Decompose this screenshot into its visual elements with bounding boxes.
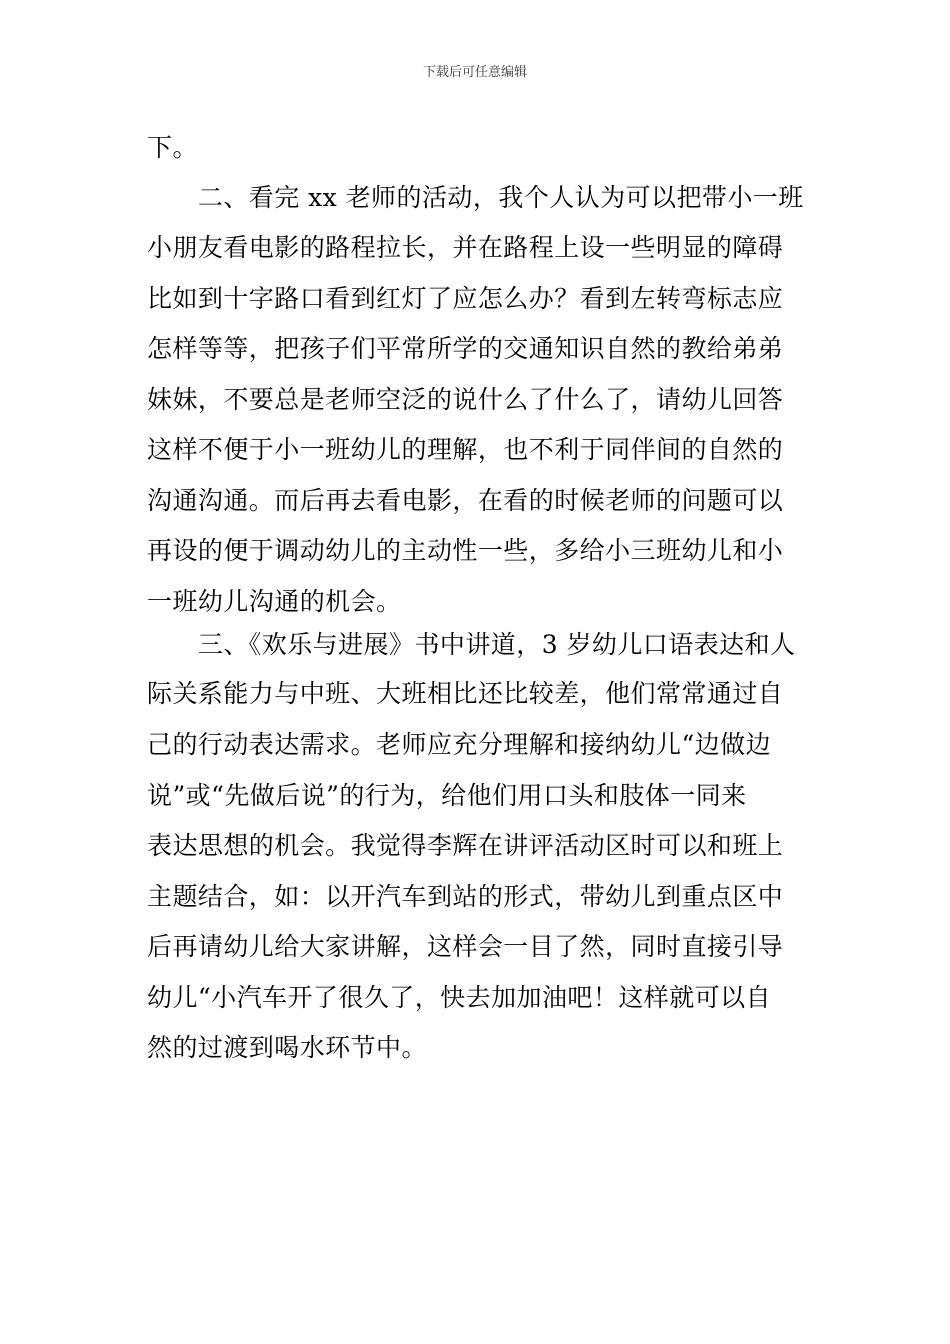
text-line: 妹妹，不要总是老师空泛的说什么了什么了，请幼儿回答 [147, 385, 784, 414]
text-line: 比如到十字路口看到红灯了应怎么办？看到左转弯标志应 [147, 284, 784, 313]
text-line: 表达思想的机会。我觉得李辉在讲评活动区时可以和班上 [147, 831, 784, 860]
text-line: 己的行动表达需求。老师应充分理解和接纳幼儿“边做边 [147, 730, 772, 759]
text-line: 后再请幼儿给大家讲解，这样会一目了然，同时直接引导 [147, 932, 784, 961]
page-header: 下载后可任意编辑 [422, 65, 527, 80]
text-line: 说”或“先做后说”的行为，给他们用口头和肢体一同来 [147, 781, 747, 810]
text-line: 一班幼儿沟通的机会。 [147, 587, 402, 616]
text-line: 这样不便于小一班幼儿的理解，也不利于同伴间的自然的 [147, 435, 784, 464]
text-line: 三、《欢乐与进展》书中讲道，3 岁幼儿口语表达和人 [147, 630, 796, 659]
text-line: 幼儿“小汽车开了很久了，快去加加油吧！这样就可以自 [147, 983, 772, 1012]
text-line: 小朋友看电影的路程拉长，并在路程上设一些明显的障碍 [147, 233, 784, 262]
text-line: 际关系能力与中班、大班相比还比较差，他们常常通过自 [147, 679, 784, 708]
text-line: 主题结合，如：以开汽车到站的形式，带幼儿到重点区中 [147, 882, 784, 911]
text-line: 再设的便于调动幼儿的主动性一些，多给小三班幼儿和小 [147, 536, 784, 565]
text-line: 沟通沟通。而后再去看电影，在看的时候老师的问题可以 [147, 486, 784, 515]
text-line: 二、看完 xx 老师的活动，我个人认为可以把带小一班 [147, 183, 804, 212]
text-line: 然的过渡到喝水环节中。 [147, 1033, 427, 1062]
text-line: 怎样等等，把孩子们平常所学的交通知识自然的教给弟弟 [147, 334, 784, 363]
text-line: 下。 [147, 133, 198, 162]
